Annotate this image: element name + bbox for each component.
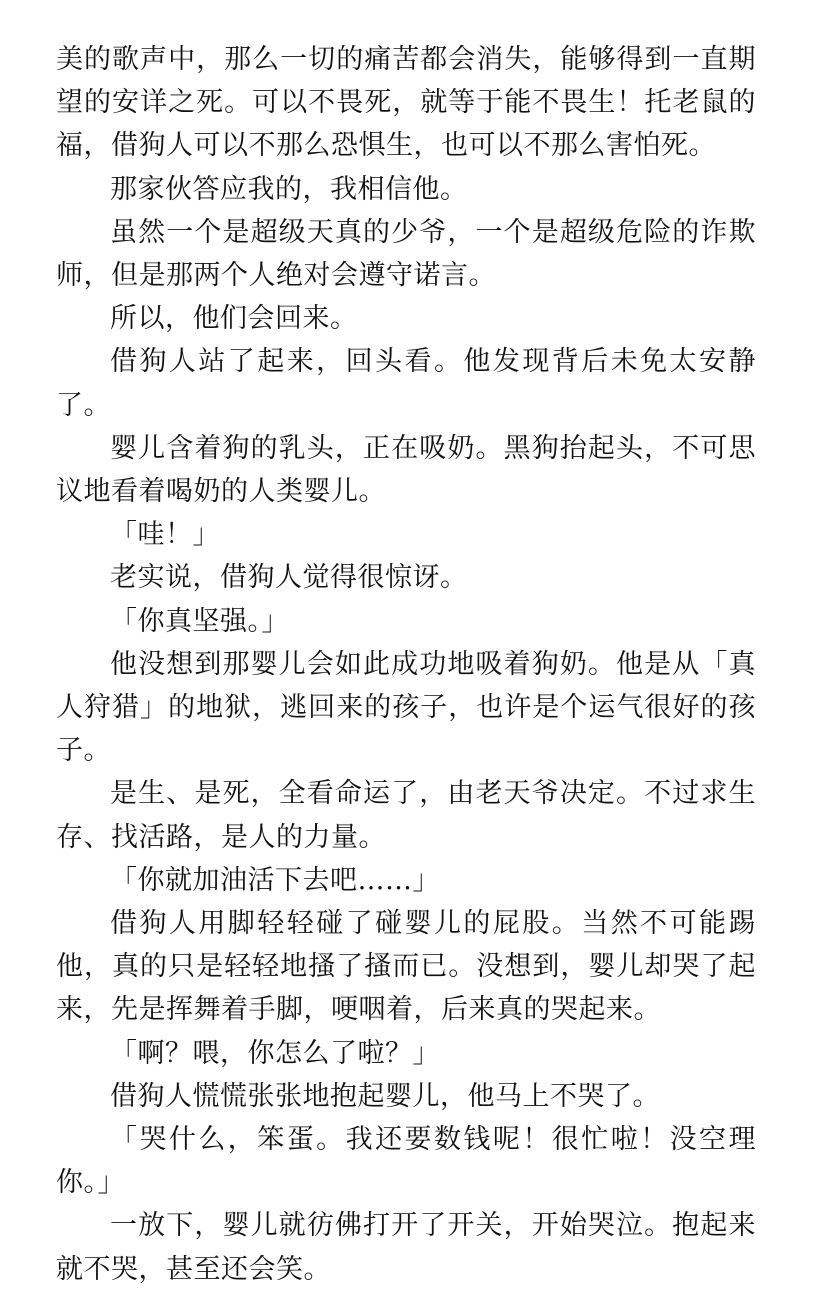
paragraph: 借狗人用脚轻轻碰了碰婴儿的屁股。当然不可能踢他，真的只是轻轻地搔了搔而已。没想到，婴儿却哭了起来，先是挥舞着手脚，哽咽着，后来真的哭起来。 <box>56 908 756 1026</box>
paragraph: 「哭什么，笨蛋。我还要数钱呢！很忙啦！没空理你。」 <box>56 1124 756 1199</box>
paragraph: 「你真坚强。」 <box>110 605 289 637</box>
paragraph: 一放下，婴儿就彷佛打开了开关，开始哭泣。抱起来就不哭，甚至还会笑。 <box>56 1210 756 1285</box>
paragraph: 所以，他们会回来。 <box>110 303 358 335</box>
paragraph: 美的歌声中，那么一切的痛苦都会消失，能够得到一直期望的安详之死。可以不畏死，就等于能不畏生！托老鼠的福，借狗人可以不那么恐惧生，也可以不那么害怕死。 <box>56 44 756 162</box>
paragraph: 老实说，借狗人觉得很惊讶。 <box>110 562 468 594</box>
paragraph: 「啊？喂，你怎么了啦？」 <box>110 1037 440 1069</box>
paragraph: 借狗人慌慌张张地抱起婴儿，他马上不哭了。 <box>110 1080 660 1112</box>
paragraph: 他没想到那婴儿会如此成功地吸着狗奶。他是从「真人狩猎」的地狱，逃回来的孩子，也许是个运气很好的孩子。 <box>56 648 756 767</box>
paragraph: 「你就加油活下去吧……」 <box>110 864 440 896</box>
paragraph: 是生、是死，全看命运了，由老天爷决定。不过求生存、找活路，是人的力量。 <box>56 778 756 853</box>
document-page <box>56 38 756 1291</box>
paragraph: 「哇！」 <box>110 519 220 551</box>
paragraph: 那家伙答应我的，我相信他。 <box>110 173 468 205</box>
paragraph: 虽然一个是超级天真的少爷，一个是超级危险的诈欺师，但是那两个人绝对会遵守诺言。 <box>56 216 756 292</box>
paragraph: 借狗人站了起来，回头看。他发现背后未免太安静了。 <box>56 346 756 421</box>
paragraph: 婴儿含着狗的乳头，正在吸奶。黑狗抬起头，不可思议地看着喝奶的人类婴儿。 <box>56 432 756 508</box>
